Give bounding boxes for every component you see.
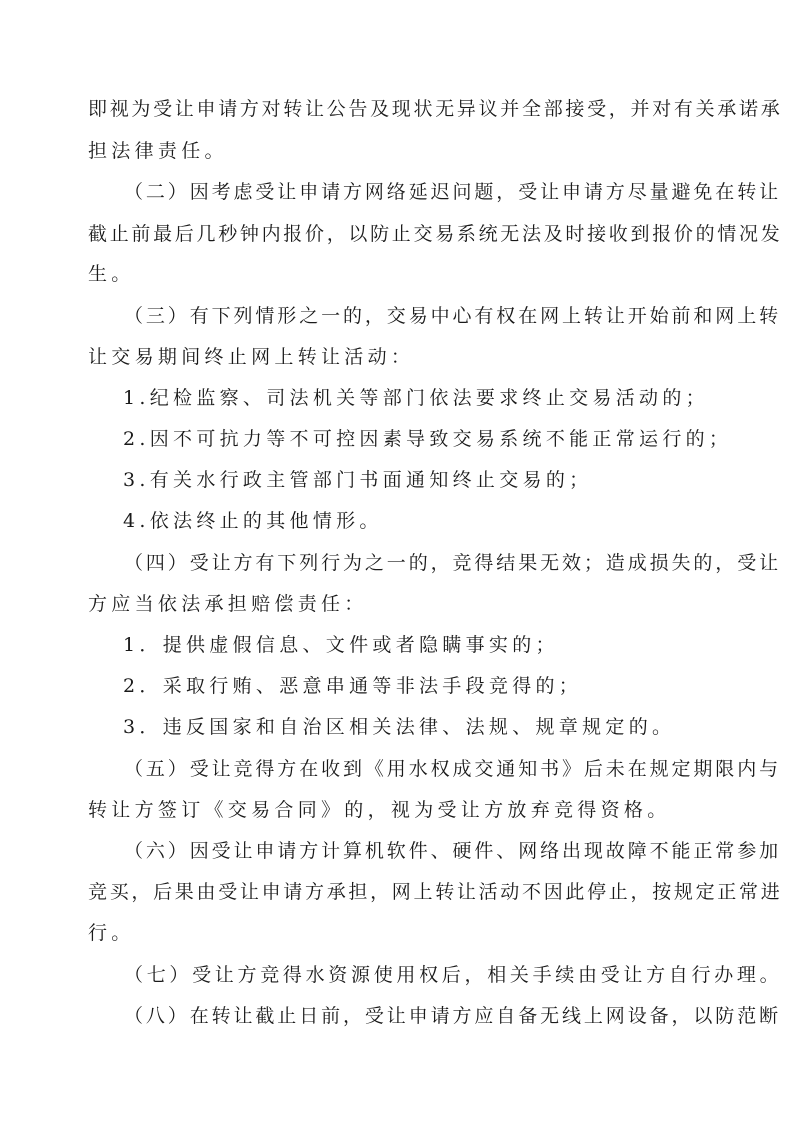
paragraph-heading: （二）因考虑受让申请方网络延迟问题，受让申请方尽量避免在转让 (124, 181, 782, 203)
list-item: 4.依法终止的其他情形。 (123, 510, 383, 532)
text-line: 转让方签订《交易合同》的，视为受让方放弃竞得资格。 (88, 799, 671, 821)
paragraph-heading: （六）因受让申请方计算机软件、硬件、网络出现故障不能正常参加 (124, 840, 782, 862)
list-item: 2.因不可抗力等不可控因素导致交易系统不能正常运行的； (123, 428, 733, 450)
list-item: 3．违反国家和自治区相关法律、法规、规章规定的。 (123, 716, 676, 738)
text-line: 即视为受让申请方对转让公告及现状无异议并全部接受，并对有关承诺承 (88, 98, 783, 120)
list-item: 3.有关水行政主管部门书面通知终止交易的； (123, 469, 593, 491)
paragraph-heading: （七）受让方竞得水资源使用权后，相关手续由受让方自行办理。 (124, 964, 783, 986)
text-line: 让交易期间终止网上转让活动： (88, 346, 415, 368)
text-line: 行。 (88, 922, 135, 944)
list-item: 2．采取行贿、恶意串通等非法手段竞得的； (123, 675, 583, 697)
text-line: 担法律责任。 (88, 140, 228, 162)
paragraph-heading: （八）在转让截止日前，受让申请方应自备无线上网设备，以防范断 (124, 1005, 782, 1027)
list-item: 1.纪检监察、司法机关等部门依法要求终止交易活动的； (123, 387, 709, 409)
text-line: 生。 (88, 263, 135, 285)
text-line: 方应当依法承担赔偿责任： (88, 593, 368, 615)
text-line: 竞买，后果由受让申请方承担，网上转让活动不因此停止，按规定正常进 (88, 881, 783, 903)
list-item: 1．提供虚假信息、文件或者隐瞒事实的； (123, 634, 559, 656)
text-line: 截止前最后几秒钟内报价，以防止交易系统无法及时接收到报价的情况发 (88, 223, 783, 245)
paragraph-heading: （四）受让方有下列行为之一的，竞得结果无效；造成损失的，受让 (124, 552, 782, 574)
paragraph-heading: （五）受让竞得方在收到《用水权成交通知书》后未在规定期限内与 (124, 758, 782, 780)
paragraph-heading: （三）有下列情形之一的，交易中心有权在网上转让开始前和网上转 (124, 305, 782, 327)
